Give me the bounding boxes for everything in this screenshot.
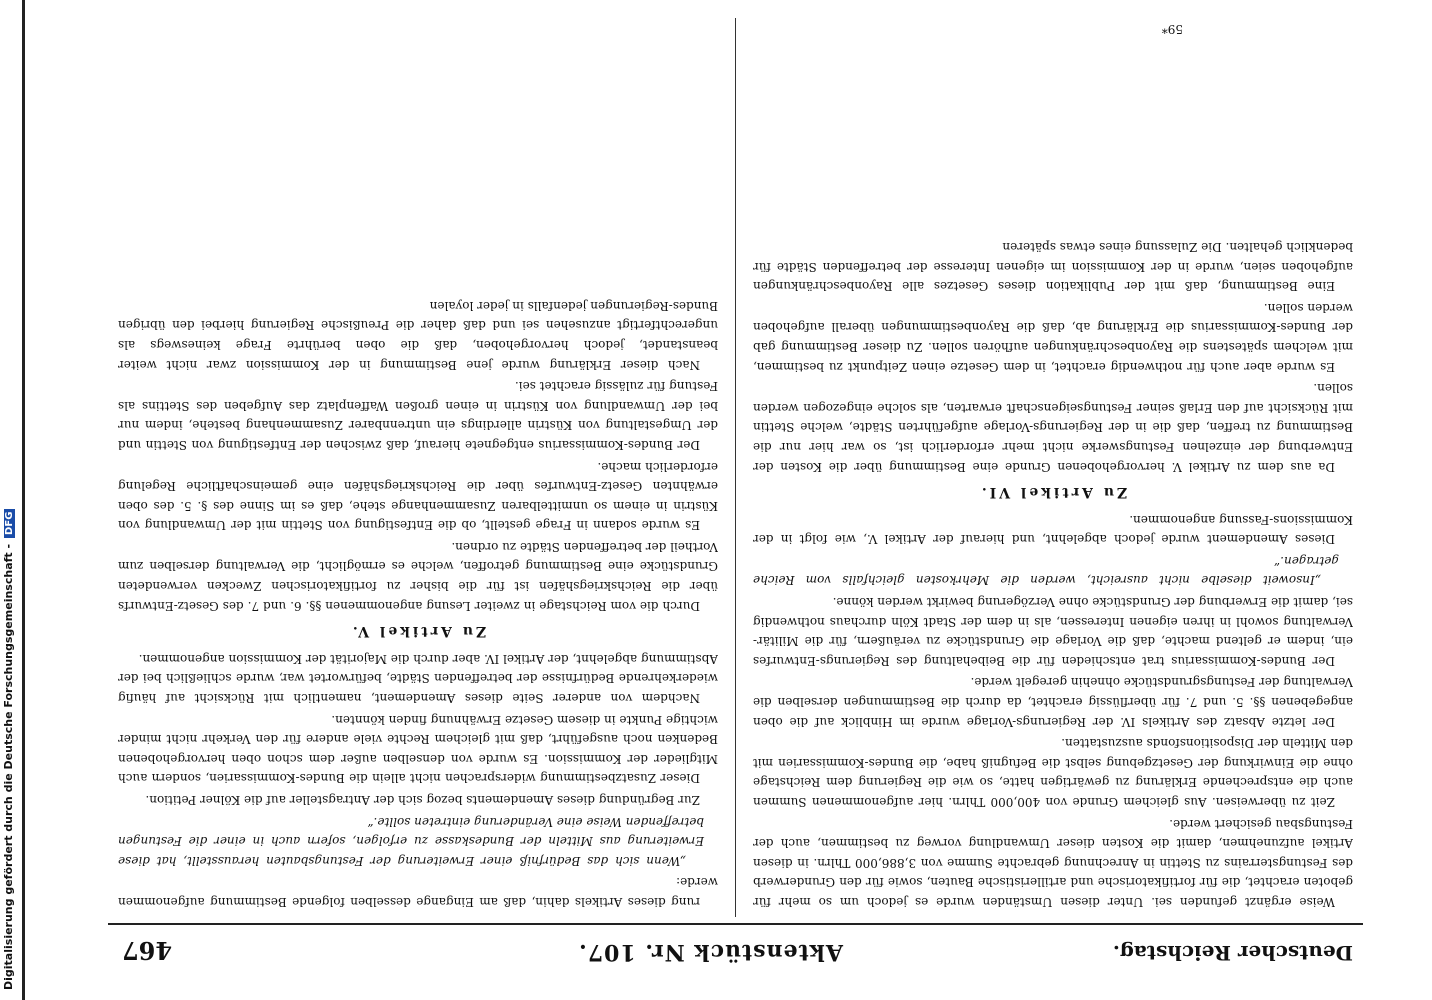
right-column xyxy=(118,18,718,911)
paragraph: Nachdem von anderer Seite dieses Amendement, namentlich mit Rücksicht auf häufig wiederkehrende Bedürfnisse der betreffenden Städte, befürwortet war, wurde schließlich bei der Abstimmung abgelehnt, der Artikel IV. aber durch die Majorität der Kommission angenommen. xyxy=(118,651,718,706)
digitization-sidebar xyxy=(0,0,22,1000)
header-publication: Deutscher Reichstag. xyxy=(1112,941,1353,965)
paragraph: Zeit zu überweisen. Aus gleichem Grunde von 400,000 Thlrn. hier aufgenommenen Summen auch die entsprechende Erklärung zu gewärtigen hatte, so wie die Regierung dem Reichstage ohne die Einwirkung der Gesetzgebung selbst die Befugniß habe, die Bundes-Kommissarien mit den Mitteln der Dispositionsfonds auszustatten. xyxy=(753,736,1353,810)
paragraph: Es wurde aber auch für nothwendig erachtet, in dem Gesetze einen Zeitpunkt zu bestimmen, mit welchem spätestens die Rayonbeschränkungen aufhören sollen. Zu dieser Bestimmung gab der Bundes-Kommissarius die Erklärung ab, daß die Rayonbestimmungen überall aufgehoben werden sollen. xyxy=(753,300,1353,374)
paragraph: Zur Begründung dieses Amendements bezog sich der Antragsteller auf die Kölner Petition. xyxy=(145,793,700,808)
dfg-logo: DFG xyxy=(4,509,15,538)
page-header xyxy=(108,923,1363,973)
column-divider xyxy=(735,18,736,917)
paragraph: Da aus dem zu Artikel V. hervorgehobenen Grunde eine Bestimmung über die Kosten der Entwerbung der einzelnen Festungswerke nicht mehr erforderlich ist, so war hier nur die Bestimmung zu treffen, daß die in der Regierungs-Vorlage aufgeführten Städte, welche Stettin mit Rücksicht auf den Erlaß seiner Festungseigenschaft erwarten, als solche eingezogen werden sollen. xyxy=(753,381,1353,474)
header-document-number: Aktenstück Nr. 107. xyxy=(578,939,843,965)
paragraph: Dieses Amendement wurde jedoch abgelehnt, und hierauf der Artikel V., wie folgt in der Kommissions-Fassung angenommen. xyxy=(753,512,1353,547)
paragraph: Es wurde sodann in Frage gestellt, ob die Entfestigung von Stettin mit der Umwandlung von Küstrin in einem so unmittelbaren Zusammenhange stehe, daß es im Sinne des §. 5. des oben erwähnten Gesetz-Entwurfes über die Reichskriegshäfen eine gemeinschaftliche Regelung erforderlich mache. xyxy=(118,459,718,533)
digitization-credit xyxy=(2,509,15,990)
paragraph: Durch die vom Reichstage in zweiter Lesung angenommenen §§. 6. und 7. des Gesetz-Entwurfs über die Reichskriegshäfen ist für die bisher zu fortifikatorischen Zwecken verwendeten Grundstücke eine Bestimmung getroffen, welche es ermöglicht, die Verwaltung derselben zum Vortheil der betreffenden Städte zu ordnen. xyxy=(118,539,718,613)
rotated-print-area xyxy=(108,18,1363,973)
paragraph: Nach dieser Erklärung wurde jene Bestimmung in der Kommission zwar nicht weiter beanstandet, jedoch hervorgehoben, daß die oben berührte Frage keineswegs als ungerechtfertigt anzusehen sei und daß daher die Preußische Regierung hierbei den übrigen Bundes-Regierungen jedenfalls in jeder loyalen xyxy=(118,298,718,372)
header-page-number: 467 xyxy=(122,936,173,965)
block-quote: „Insoweit dieselbe nicht ausreicht, werden die Mehrkosten gleichfalls vom Reiche getragen.“ xyxy=(753,553,1339,588)
section-heading: Zu Artikel V. xyxy=(349,623,487,640)
paragraph: Eine Bestimmung, daß mit der Publikation dieses Gesetzes alle Rayonbeschränkungen aufgehoben seien, wurde in der Kommission im eigenen Interesse der betreffenden Städte für bedenklich gehalten. Die Zulassung eines etwas späteren xyxy=(753,240,1353,294)
left-column xyxy=(753,18,1353,911)
paragraph: Der Bundes-Kommissarius trat entschieden für die Beibehaltung des Regierungs-Entwurfes ein, indem er geltend machte, daß die Vorlage die Grundstücke zu veräußern, für die Militär-Verwaltung sowohl in ihren eigenen Interessen, als in dem der Stadt Köln durchaus nothwendig sei, damit die Erwerbung der Grundstücke ohne Verzögerung bewirkt werden könne. xyxy=(753,595,1353,668)
block-quote: „Wenn sich das Bedürfniß einer Erweiterung der Festungsbauten herausstellt, hat diese Erweiterung aus Mitteln der Bundeskasse zu erfolgen, sofern auch in einer die Festungen betreffenden Weise eine Veränderung eintreten sollte.“ xyxy=(118,814,704,868)
paragraph: Dieser Zusatzbestimmung widersprachen nicht allein die Bundes-Kommissarien, sondern auch Mitglieder der Kommission. Es wurde von denselben außer dem schon oben hervorgehobenen Bedenken noch ausgeführt, daß mit gleichem Rechte viele andere für den Verkehr nicht minder wichtige Punkte in diesem Gesetze Erwähnung finden könnten. xyxy=(118,712,718,786)
paragraph: Der Bundes-Kommissarius entgegnete hierauf, daß zwischen der Entfestigung von Stettin und der Umgestaltung von Küstrin allerdings ein untrennbarer Zusammenhang bestehe, indem nur bei der Umwandlung von Küstrin in einen großen Waffenplatz das Aufgeben des Stettins als Festung für zulässig erachtet sei. xyxy=(118,379,718,452)
credit-text: Digitalisierung gefördert durch die Deutsche Forschungsgemeinschaft - xyxy=(2,543,15,990)
book-spine-edge xyxy=(22,0,25,1000)
paragraph: rung dieses Artikels dahin, daß am Eingange desselben folgende Bestimmung aufgenommen werde: xyxy=(118,875,718,909)
paragraph: Weise ergänzt gefunden sei. Unter diesen Umständen wurde es jedoch um so mehr für geboten erachtet, die für fortifikatorische und artilleristische Bauten, sowie für den Grunderwerb des Festungsterrains zu Stettin in Anrechnung gebrachte Summe von 3,886,000 Thlrn. in diesen Artikel aufzunehmen, damit die Kosten dieser Umwandlung vorweg zu bestimmen, auch der Festungsbau gesichert werde. xyxy=(753,816,1353,909)
paragraph: Der letzte Absatz des Artikels IV. der Regierungs-Vorlage wurde im Hinblick auf die oben angegebenen §§. 5. und 7. für überflüssig erachtet, da durch die Bestimmungen derselben die Verwaltung der Festungsgrundstücke ohnehin geregelt werde. xyxy=(753,675,1353,729)
signature-mark: 59* xyxy=(1161,22,1183,36)
section-heading: Zu Artikel VI. xyxy=(978,484,1128,501)
